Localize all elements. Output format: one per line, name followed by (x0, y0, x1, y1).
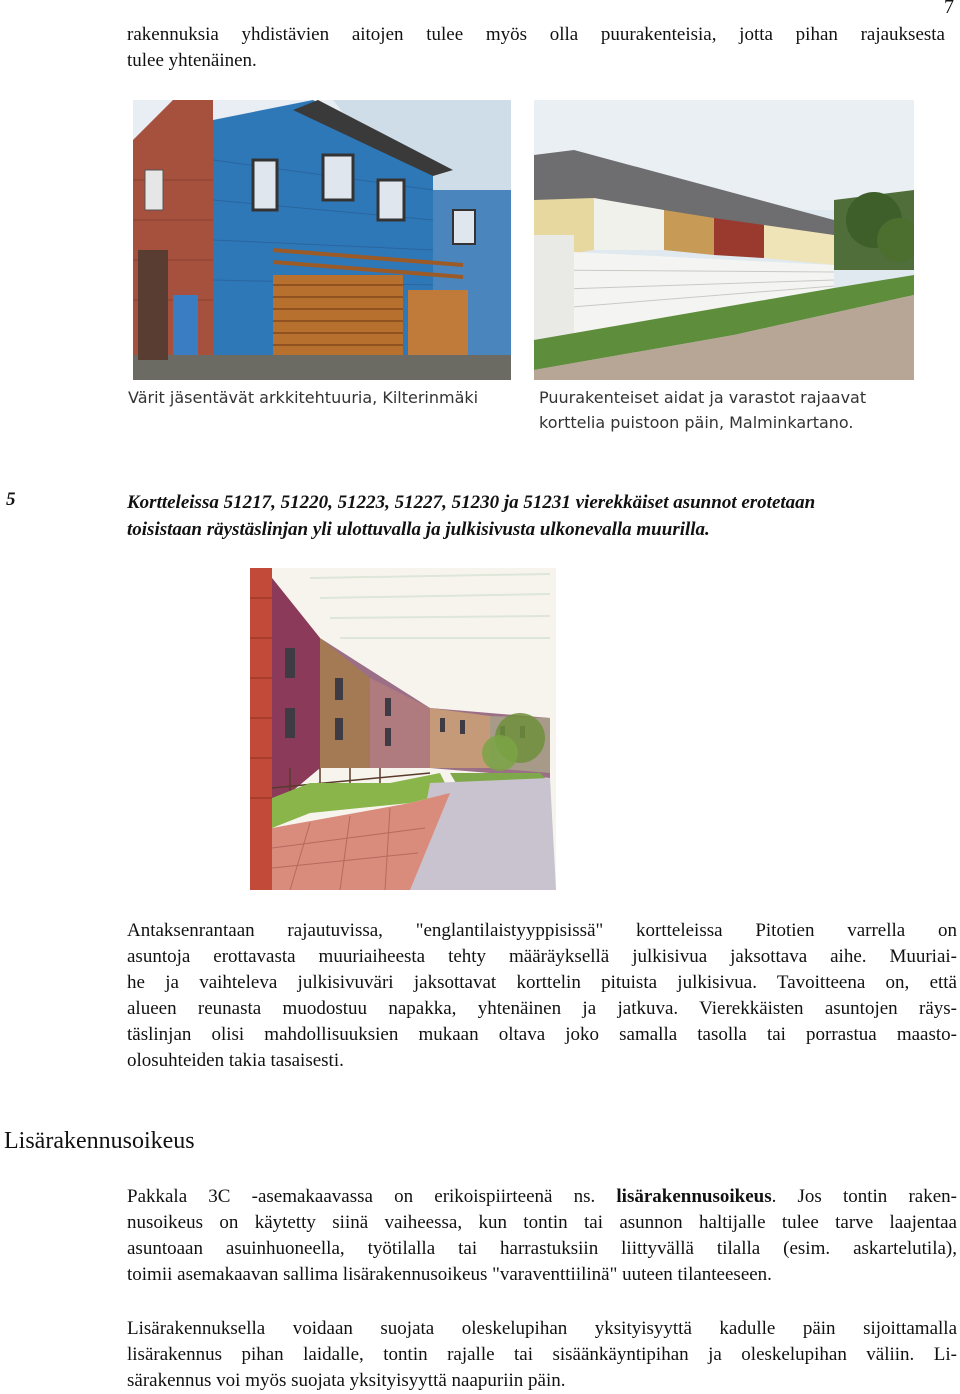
paragraph-lisarakennus (127, 1316, 957, 1394)
pakkala-text-a: Pakkala 3C -asemakaavassa on erikoispiirteenä ns. (127, 1186, 617, 1207)
paragraph-pakkala-line: asuntoaan asuinhuoneella, työtilalla tai harrastuksiin liittyvällä tilalla (esim. askartelutila), (127, 1238, 957, 1259)
photo-kilterinmaki (133, 100, 511, 380)
intro-line-2: tulee yhtenäinen. (127, 50, 257, 71)
paragraph-muuri-line: Antaksenrantaan rajautuvissa, "englantilaistyyppisissä" kortteleissa Pitotien varrella on (127, 920, 957, 941)
caption-malminkartano-line-1: Puurakenteiset aidat ja varastot rajaavat (539, 388, 867, 407)
item-text (127, 489, 957, 543)
paragraph-muuri-line: olosuhteiden takia tasaisesti. (127, 1050, 344, 1071)
intro-line-1: rakennuksia yhdistävien aitojen tulee myös olla puurakenteisia, jotta pihan rajauksesta (127, 24, 945, 45)
photo-malminkartano (534, 100, 914, 380)
caption-malminkartano (539, 385, 866, 435)
paragraph-muuri-line: he ja vaihteleva julkisivuväri jaksottavat korttelin pituista julkisivua. Tavoitteena on, että (127, 972, 957, 993)
paragraph-lisarakennus-line: särakennus voi myös suojata yksityisyyttä naapuriin päin. (127, 1370, 566, 1391)
paragraph-pakkala-line: toimii asemakaavan sallima lisärakennusoikeus "varaventtiilinä" uuteen tilanteeseen. (127, 1264, 772, 1285)
section-heading: Lisärakennusoikeus (4, 1128, 195, 1154)
paragraph-muuri-line: täslinjan olisi mahdollisuuksien mukaan oltava joko samalla tasolla tai porrastua maasto- (127, 1024, 957, 1045)
caption-kilterinmaki: Värit jäsentävät arkkitehtuuria, Kilterinmäki (128, 388, 479, 407)
caption-malminkartano-line-2: korttelia puistoon päin, Malminkartano. (539, 413, 854, 432)
item-text-line-2: toisistaan räystäslinjan yli ulottuvalla ja julkisivusta ulkonevalla muurilla. (127, 519, 710, 540)
intro-text (127, 22, 945, 74)
lisarakennusoikeus-term: lisärakennusoikeus (616, 1186, 772, 1207)
paragraph-lisarakennus-line: lisärakennus pihan laidalle, tontin rajalle tai sisäänkäyntipihan ja oleskelupihan väliin. Li- (127, 1344, 957, 1365)
page-number: 7 (944, 0, 954, 18)
street-drawing (250, 568, 556, 890)
paragraph-muuri (127, 918, 957, 1074)
pakkala-text-b: . Jos tontin raken- (771, 1186, 957, 1207)
paragraph-lisarakennus-line: Lisärakennuksella voidaan suojata oleskelupihan yksityisyyttä kadulle päin sijoittamalla (127, 1318, 957, 1339)
item-text-line-1: Kortteleissa 51217, 51220, 51223, 51227, 51230 ja 51231 vierekkäiset asunnot erotetaan (127, 492, 816, 513)
paragraph-muuri-line: alueen reunasta muodostuu napakka, yhtenäinen ja jatkuva. Vierekkäisten asuntojen räys- (127, 998, 957, 1019)
paragraph-pakkala (127, 1184, 957, 1288)
paragraph-pakkala-line-1 (127, 1184, 957, 1210)
item-number: 5 (6, 489, 16, 510)
paragraph-muuri-line: asuntoja erottavasta muuriaiheesta tehty määräyksellä julkisivua jaksottava aihe. Muuriai- (127, 946, 957, 967)
paragraph-pakkala-line: nusoikeus on käytetty siinä vaiheessa, kun tontin tai asunnon haltijalle tulee tarve laajentaa (127, 1212, 957, 1233)
